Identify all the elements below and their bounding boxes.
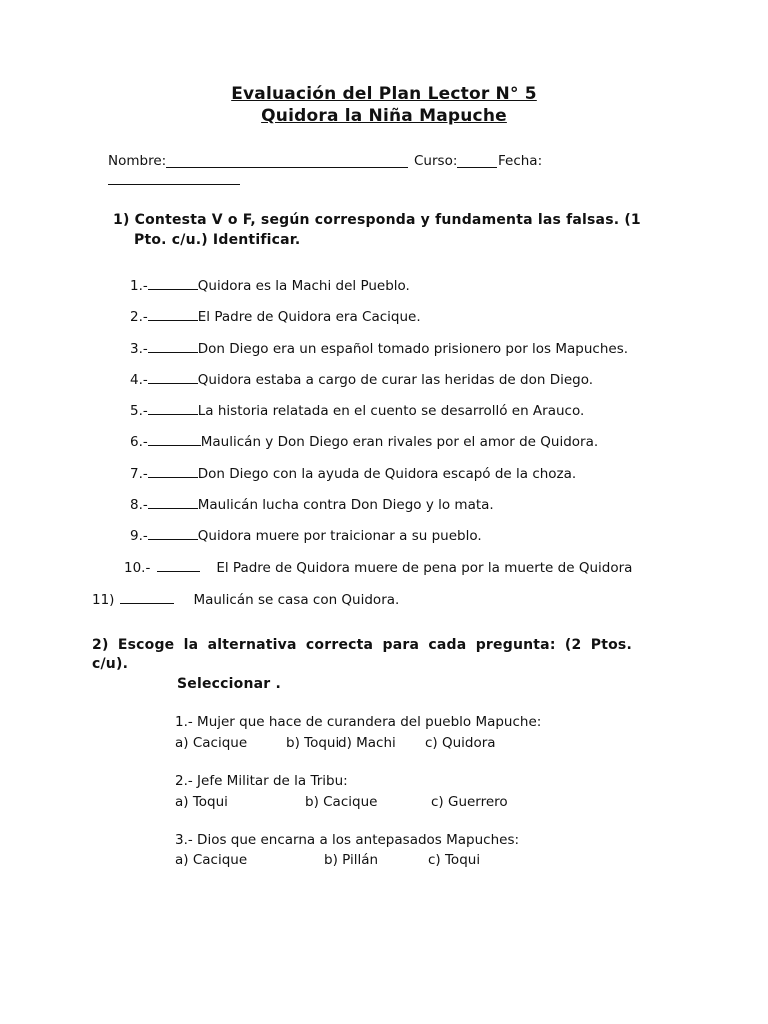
answer-blank[interactable]	[148, 433, 201, 446]
item-text: Maulicán y Don Diego eran rivales por el amor de Quidora.	[200, 434, 599, 450]
list-item	[130, 308, 421, 325]
answer-blank[interactable]	[148, 496, 198, 509]
option-a[interactable]: a) Toqui	[175, 794, 228, 810]
section2-heading-cont: c/u).	[92, 656, 129, 672]
item-number: 7.-	[130, 466, 148, 482]
item-text: El Padre de Quidora era Cacique.	[197, 309, 421, 325]
item-text: Don Diego con la ayuda de Quidora escapó de la choza.	[197, 466, 577, 482]
item-text: Don Diego era un español tomado prisionero por los Mapuches.	[197, 341, 629, 357]
answer-blank[interactable]	[148, 527, 198, 540]
list-item	[130, 371, 593, 388]
answer-blank[interactable]	[148, 402, 198, 415]
list-item	[130, 527, 482, 544]
section1-heading: 1) Contesta V o F, según corresponda y fundamenta las falsas. (1	[113, 212, 641, 228]
question-prompt: 1.- Mujer que hace de curandera del pueblo Mapuche:	[175, 714, 542, 730]
list-item	[130, 433, 598, 450]
option-a[interactable]: a) Cacique	[175, 852, 248, 868]
list-item	[130, 277, 410, 294]
item-text: Maulicán se casa con Quidora.	[193, 592, 400, 608]
option-b[interactable]: b) Cacique	[305, 794, 378, 810]
list-item	[124, 559, 632, 576]
item-number: 8.-	[130, 497, 148, 513]
course-field[interactable]	[457, 167, 497, 168]
item-number: 5.-	[130, 403, 148, 419]
answer-blank[interactable]	[157, 559, 200, 572]
name-label: Nombre:	[108, 153, 167, 169]
answer-blank[interactable]	[148, 277, 198, 290]
date-field[interactable]	[108, 184, 240, 185]
date-label: Fecha:	[498, 153, 543, 169]
item-number: 2.-	[130, 309, 148, 325]
option-c[interactable]: c) Quidora	[425, 735, 496, 751]
option-a[interactable]: a) Cacique	[175, 735, 248, 751]
answer-blank[interactable]	[120, 591, 174, 604]
item-text: Quidora estaba a cargo de curar las heridas de don Diego.	[197, 372, 594, 388]
item-number: 6.-	[130, 434, 148, 450]
answer-blank[interactable]	[148, 371, 198, 384]
item-text: El Padre de Quidora muere de pena por la muerte de Quidora	[216, 560, 633, 576]
item-text: La historia relatada en el cuento se desarrolló en Arauco.	[197, 403, 585, 419]
item-number: 1.-	[130, 278, 148, 294]
item-number: 3.-	[130, 341, 148, 357]
section2-skill: Seleccionar .	[177, 676, 281, 692]
page-title: Evaluación del Plan Lector N° 5	[231, 84, 537, 104]
item-number: 4.-	[130, 372, 148, 388]
answer-blank[interactable]	[148, 308, 198, 321]
option-b[interactable]: b) Pillán	[324, 852, 379, 868]
answer-blank[interactable]	[148, 340, 198, 353]
list-item	[130, 340, 628, 357]
question-prompt: 2.- Jefe Militar de la Tribu:	[175, 773, 348, 789]
item-number: 11)	[92, 592, 115, 608]
option-b[interactable]: b) Toqui	[286, 735, 340, 751]
list-item	[130, 465, 576, 482]
option-d[interactable]: d) Machi	[338, 735, 396, 751]
section1-heading-cont: Pto. c/u.) Identificar.	[134, 232, 301, 248]
section2-heading: 2) Escoge la alternativa correcta para cada pregunta: (2 Ptos.	[92, 637, 632, 653]
list-item	[130, 402, 584, 419]
item-text: Quidora es la Machi del Pueblo.	[197, 278, 410, 294]
page-subtitle: Quidora la Niña Mapuche	[261, 106, 507, 126]
question-prompt: 3.- Dios que encarna a los antepasados Mapuches:	[175, 832, 520, 848]
item-number: 9.-	[130, 528, 148, 544]
item-text: Quidora muere por traicionar a su pueblo.	[197, 528, 482, 544]
answer-blank[interactable]	[148, 465, 198, 478]
name-field[interactable]	[166, 167, 408, 168]
list-item	[92, 591, 399, 608]
option-c[interactable]: c) Guerrero	[431, 794, 508, 810]
course-label: Curso:	[414, 153, 458, 169]
item-text: Maulicán lucha contra Don Diego y lo mata.	[197, 497, 494, 513]
item-number: 10.-	[124, 560, 151, 576]
list-item	[130, 496, 494, 513]
option-c[interactable]: c) Toqui	[428, 852, 481, 868]
